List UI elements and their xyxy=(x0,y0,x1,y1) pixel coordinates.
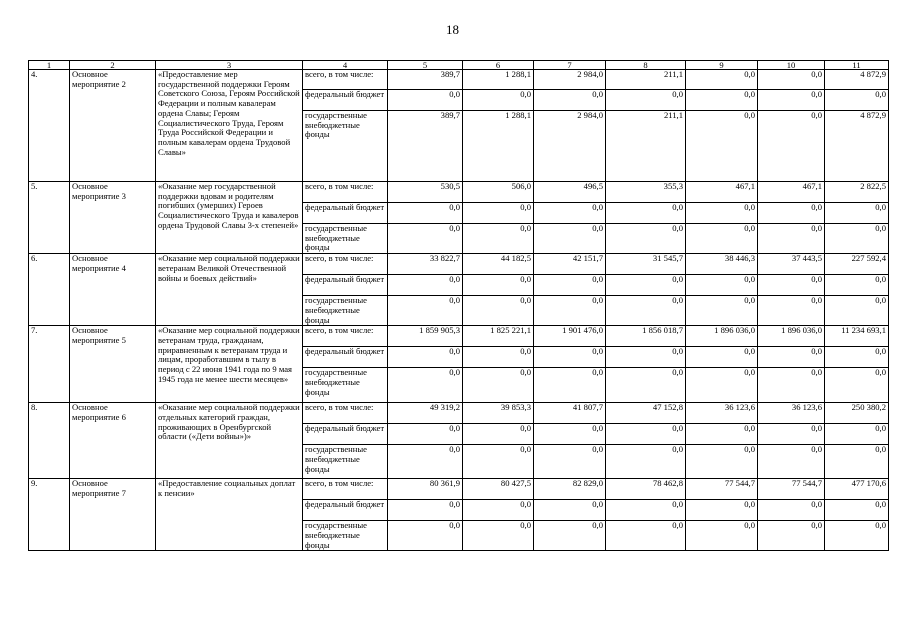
table-row xyxy=(29,182,889,203)
amount-cell: 0,0 xyxy=(825,90,889,111)
amount-cell: 0,0 xyxy=(758,203,825,224)
amount-cell: 49 319,2 xyxy=(388,403,463,424)
amount-cell: 80 427,5 xyxy=(463,479,534,500)
amount-cell: 1 896 036,0 xyxy=(758,326,825,347)
activity-name-cell: Основное мероприятие 4 xyxy=(70,254,156,326)
amount-cell: 0,0 xyxy=(825,203,889,224)
amount-cell: 0,0 xyxy=(463,445,534,479)
column-header: 8 xyxy=(606,61,686,70)
funding-source-cell: государственные внебюджетные фонды xyxy=(303,296,388,326)
amount-cell: 2 822,5 xyxy=(825,182,889,203)
amount-cell: 0,0 xyxy=(686,521,758,551)
amount-cell: 0,0 xyxy=(686,296,758,326)
amount-cell: 0,0 xyxy=(463,368,534,403)
budget-table xyxy=(28,60,889,551)
amount-cell: 0,0 xyxy=(686,275,758,296)
funding-source-cell: всего, в том числе: xyxy=(303,254,388,275)
row-number-cell: 5. xyxy=(29,182,70,254)
activity-name-cell: Основное мероприятие 2 xyxy=(70,70,156,182)
amount-cell: 0,0 xyxy=(534,347,606,368)
amount-cell: 0,0 xyxy=(686,445,758,479)
amount-cell: 530,5 xyxy=(388,182,463,203)
column-number-header xyxy=(29,61,889,70)
amount-cell: 1 856 018,7 xyxy=(606,326,686,347)
column-header: 10 xyxy=(758,61,825,70)
amount-cell: 44 182,5 xyxy=(463,254,534,275)
column-header: 1 xyxy=(29,61,70,70)
amount-cell: 0,0 xyxy=(534,424,606,445)
table-row xyxy=(29,70,889,90)
amount-cell: 0,0 xyxy=(388,368,463,403)
amount-cell: 0,0 xyxy=(606,521,686,551)
amount-cell: 0,0 xyxy=(534,500,606,521)
amount-cell: 11 234 693,1 xyxy=(825,326,889,347)
amount-cell: 0,0 xyxy=(534,203,606,224)
amount-cell: 33 822,7 xyxy=(388,254,463,275)
column-header: 5 xyxy=(388,61,463,70)
funding-source-cell: федеральный бюджет xyxy=(303,203,388,224)
amount-cell: 1 901 476,0 xyxy=(534,326,606,347)
amount-cell: 211,1 xyxy=(606,70,686,90)
funding-source-cell: государственные внебюджетные фонды xyxy=(303,445,388,479)
column-header: 2 xyxy=(70,61,156,70)
activity-description-cell: «Оказание мер государственной поддержки вдовам и родителям погибших (умерших) Героев Социалистического Труда и кавалеров ордена Трудовой Славы 3-х степеней» xyxy=(156,182,303,254)
amount-cell: 0,0 xyxy=(463,90,534,111)
row-number-cell: 9. xyxy=(29,479,70,551)
amount-cell: 1 288,1 xyxy=(463,70,534,90)
page-number: 18 xyxy=(446,22,459,37)
amount-cell: 77 544,7 xyxy=(686,479,758,500)
funding-source-cell: федеральный бюджет xyxy=(303,347,388,368)
amount-cell: 467,1 xyxy=(686,182,758,203)
amount-cell: 0,0 xyxy=(463,224,534,254)
amount-cell: 31 545,7 xyxy=(606,254,686,275)
amount-cell: 42 151,7 xyxy=(534,254,606,275)
amount-cell: 467,1 xyxy=(758,182,825,203)
table-body xyxy=(29,61,889,551)
funding-source-cell: всего, в том числе: xyxy=(303,326,388,347)
amount-cell: 0,0 xyxy=(686,424,758,445)
amount-cell: 0,0 xyxy=(825,445,889,479)
amount-cell: 0,0 xyxy=(463,275,534,296)
amount-cell: 36 123,6 xyxy=(686,403,758,424)
amount-cell: 0,0 xyxy=(758,111,825,182)
amount-cell: 0,0 xyxy=(388,424,463,445)
column-header: 4 xyxy=(303,61,388,70)
amount-cell: 0,0 xyxy=(758,275,825,296)
funding-source-cell: всего, в том числе: xyxy=(303,403,388,424)
funding-source-cell: всего, в том числе: xyxy=(303,182,388,203)
table-row xyxy=(29,403,889,424)
activity-name-cell: Основное мероприятие 6 xyxy=(70,403,156,479)
amount-cell: 0,0 xyxy=(388,90,463,111)
amount-cell: 0,0 xyxy=(606,90,686,111)
amount-cell: 496,5 xyxy=(534,182,606,203)
row-number-cell: 6. xyxy=(29,254,70,326)
amount-cell: 0,0 xyxy=(686,368,758,403)
amount-cell: 477 170,6 xyxy=(825,479,889,500)
funding-source-cell: всего, в том числе: xyxy=(303,479,388,500)
amount-cell: 0,0 xyxy=(606,224,686,254)
amount-cell: 0,0 xyxy=(758,445,825,479)
amount-cell: 0,0 xyxy=(388,347,463,368)
amount-cell: 0,0 xyxy=(606,368,686,403)
amount-cell: 41 807,7 xyxy=(534,403,606,424)
amount-cell: 0,0 xyxy=(686,224,758,254)
amount-cell: 82 829,0 xyxy=(534,479,606,500)
amount-cell: 0,0 xyxy=(825,424,889,445)
amount-cell: 78 462,8 xyxy=(606,479,686,500)
amount-cell: 0,0 xyxy=(686,347,758,368)
amount-cell: 0,0 xyxy=(463,203,534,224)
amount-cell: 1 825 221,1 xyxy=(463,326,534,347)
table-row xyxy=(29,326,889,347)
amount-cell: 0,0 xyxy=(686,111,758,182)
amount-cell: 0,0 xyxy=(825,347,889,368)
amount-cell: 0,0 xyxy=(758,224,825,254)
amount-cell: 36 123,6 xyxy=(758,403,825,424)
amount-cell: 0,0 xyxy=(758,296,825,326)
amount-cell: 47 152,8 xyxy=(606,403,686,424)
amount-cell: 0,0 xyxy=(825,521,889,551)
amount-cell: 0,0 xyxy=(686,500,758,521)
amount-cell: 38 446,3 xyxy=(686,254,758,275)
amount-cell: 0,0 xyxy=(534,275,606,296)
activity-description-cell: «Оказание мер социальной поддержки отдельных категорий граждан, проживающих в Оренбургской области («Дети войны»)» xyxy=(156,403,303,479)
amount-cell: 0,0 xyxy=(606,296,686,326)
amount-cell: 0,0 xyxy=(388,296,463,326)
amount-cell: 1 896 036,0 xyxy=(686,326,758,347)
amount-cell: 0,0 xyxy=(758,368,825,403)
amount-cell: 211,1 xyxy=(606,111,686,182)
amount-cell: 0,0 xyxy=(463,296,534,326)
amount-cell: 0,0 xyxy=(758,424,825,445)
amount-cell: 0,0 xyxy=(758,90,825,111)
amount-cell: 0,0 xyxy=(825,368,889,403)
amount-cell: 227 592,4 xyxy=(825,254,889,275)
amount-cell: 0,0 xyxy=(463,521,534,551)
amount-cell: 0,0 xyxy=(758,347,825,368)
amount-cell: 0,0 xyxy=(825,296,889,326)
amount-cell: 0,0 xyxy=(686,70,758,90)
funding-source-cell: государственные внебюджетные фонды xyxy=(303,224,388,254)
activity-description-cell: «Предоставление мер государственной поддержки Героям Советского Союза, Героям Российской Федерации и полным кавалерам ордена Славы; Героям Социалистического Труда, Героям Труда Российской Федерации и полным кавалерам ордена Трудовой Славы» xyxy=(156,70,303,182)
amount-cell: 1 288,1 xyxy=(463,111,534,182)
amount-cell: 4 872,9 xyxy=(825,111,889,182)
amount-cell: 0,0 xyxy=(388,275,463,296)
amount-cell: 0,0 xyxy=(463,347,534,368)
activity-name-cell: Основное мероприятие 7 xyxy=(70,479,156,551)
row-number-cell: 4. xyxy=(29,70,70,182)
column-header: 3 xyxy=(156,61,303,70)
funding-source-cell: государственные внебюджетные фонды xyxy=(303,521,388,551)
amount-cell: 0,0 xyxy=(534,368,606,403)
funding-source-cell: федеральный бюджет xyxy=(303,500,388,521)
funding-source-cell: всего, в том числе: xyxy=(303,70,388,90)
funding-source-cell: государственные внебюджетные фонды xyxy=(303,368,388,403)
amount-cell: 389,7 xyxy=(388,70,463,90)
funding-source-cell: государственные внебюджетные фонды xyxy=(303,111,388,182)
column-header: 7 xyxy=(534,61,606,70)
amount-cell: 2 984,0 xyxy=(534,111,606,182)
amount-cell: 0,0 xyxy=(606,347,686,368)
amount-cell: 0,0 xyxy=(758,521,825,551)
activity-description-cell: «Предоставление социальных доплат к пенсии» xyxy=(156,479,303,551)
amount-cell: 37 443,5 xyxy=(758,254,825,275)
table-row xyxy=(29,479,889,500)
amount-cell: 1 859 905,3 xyxy=(388,326,463,347)
amount-cell: 0,0 xyxy=(534,224,606,254)
amount-cell: 0,0 xyxy=(825,275,889,296)
amount-cell: 0,0 xyxy=(606,424,686,445)
amount-cell: 389,7 xyxy=(388,111,463,182)
amount-cell: 250 380,2 xyxy=(825,403,889,424)
activity-description-cell: «Оказание мер социальной поддержки ветеранам труда, гражданам, приравненным к ветеранам труда и лицам, проработавшим в тылу в период с 22 июня 1941 года по 9 мая 1945 года не менее шести месяцев» xyxy=(156,326,303,403)
funding-source-cell: федеральный бюджет xyxy=(303,90,388,111)
amount-cell: 2 984,0 xyxy=(534,70,606,90)
row-number-cell: 8. xyxy=(29,403,70,479)
amount-cell: 39 853,3 xyxy=(463,403,534,424)
amount-cell: 0,0 xyxy=(758,70,825,90)
amount-cell: 77 544,7 xyxy=(758,479,825,500)
amount-cell: 0,0 xyxy=(686,203,758,224)
column-header: 6 xyxy=(463,61,534,70)
amount-cell: 0,0 xyxy=(388,500,463,521)
amount-cell: 0,0 xyxy=(534,296,606,326)
amount-cell: 0,0 xyxy=(463,424,534,445)
amount-cell: 355,3 xyxy=(606,182,686,203)
amount-cell: 0,0 xyxy=(388,521,463,551)
amount-cell: 0,0 xyxy=(388,224,463,254)
column-header: 9 xyxy=(686,61,758,70)
amount-cell: 0,0 xyxy=(825,500,889,521)
activity-name-cell: Основное мероприятие 3 xyxy=(70,182,156,254)
amount-cell: 0,0 xyxy=(534,90,606,111)
funding-source-cell: федеральный бюджет xyxy=(303,275,388,296)
amount-cell: 80 361,9 xyxy=(388,479,463,500)
amount-cell: 0,0 xyxy=(825,224,889,254)
amount-cell: 4 872,9 xyxy=(825,70,889,90)
amount-cell: 0,0 xyxy=(463,500,534,521)
amount-cell: 0,0 xyxy=(606,203,686,224)
funding-source-cell: федеральный бюджет xyxy=(303,424,388,445)
table-row xyxy=(29,254,889,275)
amount-cell: 0,0 xyxy=(388,203,463,224)
activity-description-cell: «Оказание мер социальной поддержки ветеранам Великой Отечественной войны и боевых действий» xyxy=(156,254,303,326)
amount-cell: 0,0 xyxy=(758,500,825,521)
row-number-cell: 7. xyxy=(29,326,70,403)
amount-cell: 0,0 xyxy=(606,445,686,479)
amount-cell: 0,0 xyxy=(606,275,686,296)
amount-cell: 0,0 xyxy=(534,445,606,479)
amount-cell: 0,0 xyxy=(606,500,686,521)
activity-name-cell: Основное мероприятие 5 xyxy=(70,326,156,403)
column-header: 11 xyxy=(825,61,889,70)
amount-cell: 506,0 xyxy=(463,182,534,203)
amount-cell: 0,0 xyxy=(534,521,606,551)
amount-cell: 0,0 xyxy=(388,445,463,479)
amount-cell: 0,0 xyxy=(686,90,758,111)
